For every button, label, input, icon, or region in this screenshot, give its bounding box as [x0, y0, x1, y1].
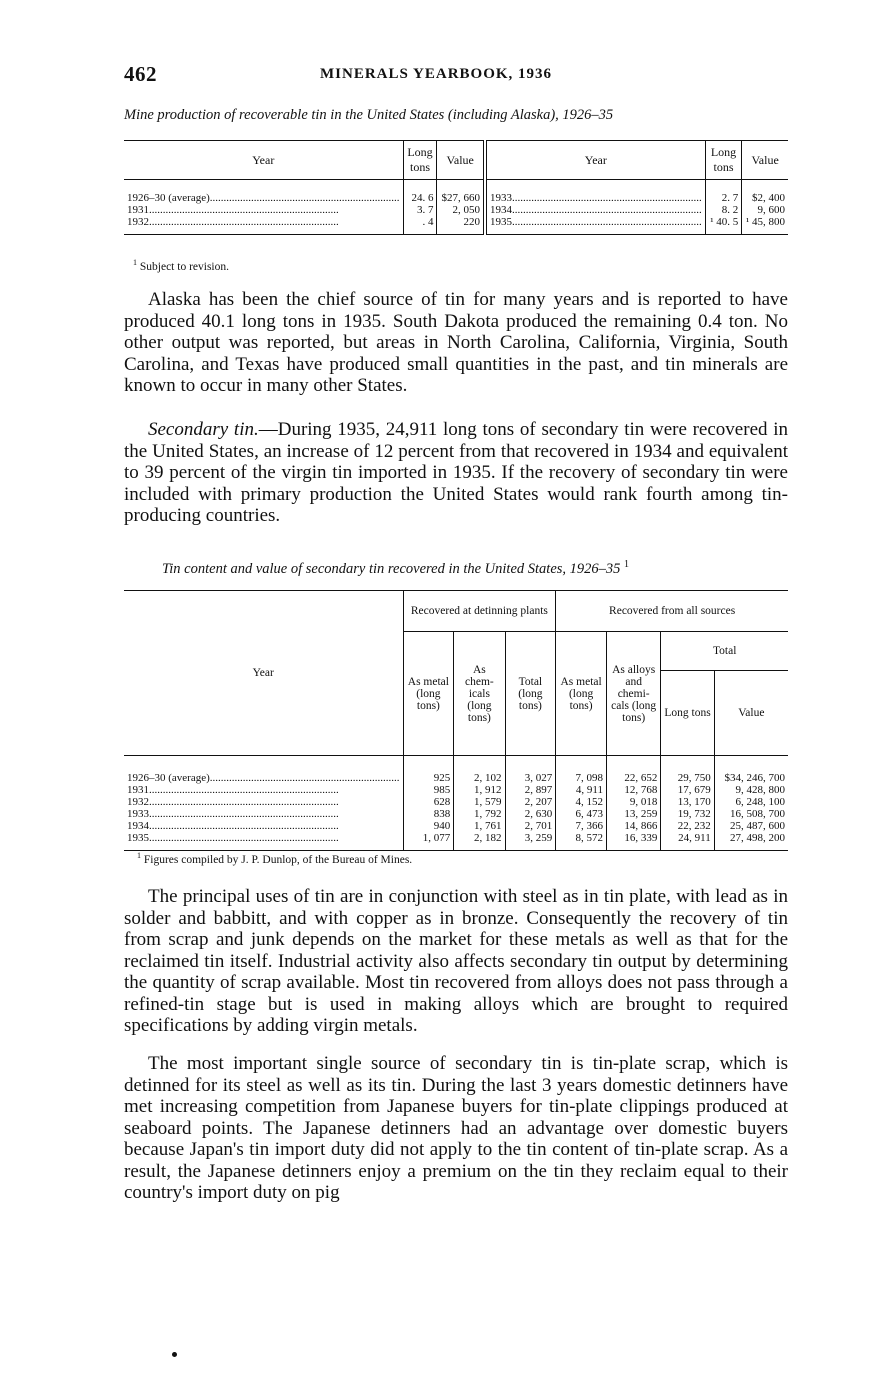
- total-cell: 2, 207: [505, 796, 556, 808]
- value-header: Value: [714, 671, 788, 756]
- value-cell: 220: [437, 216, 485, 235]
- year-cell: 1932 .....: [124, 216, 403, 235]
- year-cell: 1932 .....: [124, 796, 403, 808]
- col-header: Value: [437, 141, 485, 180]
- metal-cell: 985: [403, 784, 454, 796]
- year-cell: 1933 .....: [485, 180, 705, 205]
- table2-caption-mark: 1: [624, 559, 630, 570]
- tons-cell: 24. 6: [403, 180, 437, 205]
- metal-all-cell: 4, 152: [556, 796, 607, 808]
- col-header: Long tons: [403, 141, 437, 180]
- table-row: [124, 832, 788, 851]
- as-metal-all-header: As metal (long tons): [556, 632, 607, 756]
- col-header: Value: [742, 141, 788, 180]
- total-header: Total (long tons): [505, 632, 556, 756]
- tons-cell: 13, 170: [661, 796, 714, 808]
- metal-cell: 838: [403, 808, 454, 820]
- table-header-row: [124, 591, 788, 632]
- col-header: Year: [485, 141, 705, 180]
- running-title: MINERALS YEARBOOK, 1936: [320, 66, 553, 82]
- total-cell: 2, 630: [505, 808, 556, 820]
- tons-cell: 2. 7: [705, 180, 742, 205]
- value-cell: $2, 400: [752, 192, 785, 204]
- total-cell: 3, 259: [505, 832, 556, 851]
- table2-footnote: [137, 851, 412, 866]
- value-cell: 9, 600: [757, 204, 785, 216]
- as-metal-header: As metal (long tons): [403, 632, 454, 756]
- tons-cell: 19, 732: [661, 808, 714, 820]
- value-cell: 27, 498, 200: [714, 832, 788, 851]
- page-header: [124, 62, 788, 88]
- metal-cell: 628: [403, 796, 454, 808]
- table-row: [124, 180, 788, 205]
- table-row: [124, 216, 788, 235]
- col-header: Long tons: [705, 141, 742, 180]
- year-cell: 1935 .....: [485, 216, 705, 235]
- tons-cell: . 4: [403, 216, 437, 235]
- alloys-cell: 14, 866: [606, 820, 660, 832]
- table1-caption: Mine production of recoverable tin in the United States (including Alaska), 1926–35: [124, 107, 614, 123]
- year-cell: 1934 .....: [485, 204, 705, 216]
- year-header: Year: [124, 591, 403, 756]
- footnote-text: Subject to revision.: [139, 260, 229, 273]
- alloys-cell: 12, 768: [606, 784, 660, 796]
- value-cell: 9, 428, 800: [735, 784, 785, 796]
- footnote-mark: 1: [133, 258, 137, 267]
- value-cell: 2, 050: [437, 204, 485, 216]
- footnote-text: Figures compiled by J. P. Dunlop, of the Bureau of Mines.: [143, 853, 413, 866]
- metal-cell: 940: [403, 820, 454, 832]
- detinning-group-header: Recovered at detinning plants: [403, 591, 556, 632]
- year-cell: 1926–30 (average) .....: [124, 180, 403, 205]
- table-row: [124, 808, 788, 820]
- total-cell: 2, 701: [505, 820, 556, 832]
- paragraph-tin-plate-scrap: The most important single source of secondary tin is tin-plate scrap, which is detinned for its steel as well as its tin. During the last 3 years domestic detinners have met increasing competition from Japanese buyers for tin-plate clippings produced at seaboard points. The Japanese detinners had an advantage over domestic buyers because Japan's tin import duty did not apply to the tin content of tin-plate scrap. As a result, the Japanese detinners enjoy a premium on the tin they reclaim equal to their country's import duty on pig: [124, 1053, 788, 1203]
- year-cell: 1926–30 (average) .....: [124, 756, 403, 785]
- secondary-tin-text: —During 1935, 24,911 long tons of secondary tin were recovered in the United States, an increase of 12 percent from that recovered in 1934 and equivalent to 39 percent of the virgin tin imported in 1935. If the recovery of secondary tin were included with primary production the United States would rank fourth among tin-producing countries.: [124, 419, 788, 526]
- year-cell: 1934 .....: [124, 820, 403, 832]
- alloys-cell: 22, 652: [606, 756, 660, 785]
- tons-cell: 24, 911: [661, 832, 714, 851]
- table-row: [124, 820, 788, 832]
- alloys-cell: 9, 018: [606, 796, 660, 808]
- metal-cell: 925: [403, 756, 454, 785]
- alloys-cell: 13, 259: [606, 808, 660, 820]
- tin-production-table: [124, 140, 788, 235]
- chem-cell: 2, 102: [454, 756, 505, 785]
- secondary-tin-lead: Secondary tin.: [148, 419, 259, 440]
- page-number: 462: [124, 62, 157, 86]
- value-cell: $27, 660: [437, 180, 485, 205]
- paragraph-alaska: Alaska has been the chief source of tin for many years and is reported to have produced 40.1 long tons in 1935. South Dakota produced the remaining 0.4 ton. No other output was reported, but areas in North Carolina, California, Virginia, South Carolina, and Texas have produced small quantities in the past, and tin minerals are known to occur in many other States.: [124, 289, 788, 396]
- table-row: [124, 204, 788, 216]
- value-cell: ¹ 45, 800: [742, 216, 788, 235]
- table2-caption-text: Tin content and value of secondary tin recovered in the United States, 1926–35: [162, 560, 621, 577]
- metal-all-cell: 4, 911: [556, 784, 607, 796]
- paragraph-secondary-tin: [124, 419, 788, 527]
- metal-all-cell: 7, 366: [556, 820, 607, 832]
- total-group-header: Total: [661, 632, 788, 671]
- tons-cell: 17, 679: [661, 784, 714, 796]
- table-header-row: [124, 141, 788, 180]
- chem-cell: 1, 579: [454, 796, 505, 808]
- stray-dot: [172, 1352, 177, 1357]
- value-cell: 6, 248, 100: [735, 796, 785, 808]
- value-cell: 25, 487, 600: [730, 820, 785, 832]
- chem-cell: 2, 182: [454, 832, 505, 851]
- metal-cell: 1, 077: [403, 832, 454, 851]
- tons-cell: ¹ 40. 5: [705, 216, 742, 235]
- table-row: [124, 784, 788, 796]
- chem-cell: 1, 912: [454, 784, 505, 796]
- year-cell: 1933 .....: [124, 808, 403, 820]
- value-cell: $34, 246, 700: [724, 772, 785, 784]
- col-header: Year: [124, 141, 403, 180]
- total-cell: 2, 897: [505, 784, 556, 796]
- table-row: [124, 756, 788, 785]
- total-cell: 3, 027: [505, 756, 556, 785]
- table2-caption: [162, 559, 629, 578]
- chem-cell: 1, 761: [454, 820, 505, 832]
- all-sources-group-header: Recovered from all sources: [556, 591, 788, 632]
- as-chemicals-header: As chem-icals (long tons): [454, 632, 505, 756]
- tons-cell: 8. 2: [705, 204, 742, 216]
- metal-all-cell: 6, 473: [556, 808, 607, 820]
- long-tons-header: Long tons: [661, 671, 714, 756]
- tons-cell: 29, 750: [661, 756, 714, 785]
- tons-cell: 3. 7: [403, 204, 437, 216]
- paragraph-principal-uses: The principal uses of tin are in conjunction with steel as in tin plate, with lead as in solder and babbitt, and with copper as in bronze. Consequently the recovery of tin from scrap and junk depends on the market for these metals as well as that for the reclaimed tin itself. Industrial activity also affects secondary tin output by determining the quantity of scrap available. Most tin recovered from alloys does not pass through a refined-tin stage but is used in making alloys which are brought to required specifications by adding virgin metals.: [124, 886, 788, 1036]
- alloys-cell: 16, 339: [606, 832, 660, 851]
- secondary-tin-table: [124, 590, 788, 851]
- metal-all-cell: 7, 098: [556, 756, 607, 785]
- metal-all-cell: 8, 572: [556, 832, 607, 851]
- year-cell: 1935 .....: [124, 832, 403, 851]
- tons-cell: 22, 232: [661, 820, 714, 832]
- year-cell: 1931 .....: [124, 784, 403, 796]
- chem-cell: 1, 792: [454, 808, 505, 820]
- value-cell: 16, 508, 700: [730, 808, 785, 820]
- table1-footnote: [133, 258, 229, 273]
- footnote-mark: 1: [137, 851, 141, 860]
- table-row: [124, 796, 788, 808]
- year-cell: 1931 .....: [124, 204, 403, 216]
- alloys-chemicals-header: As alloys and chemi-cals (long tons): [606, 632, 660, 756]
